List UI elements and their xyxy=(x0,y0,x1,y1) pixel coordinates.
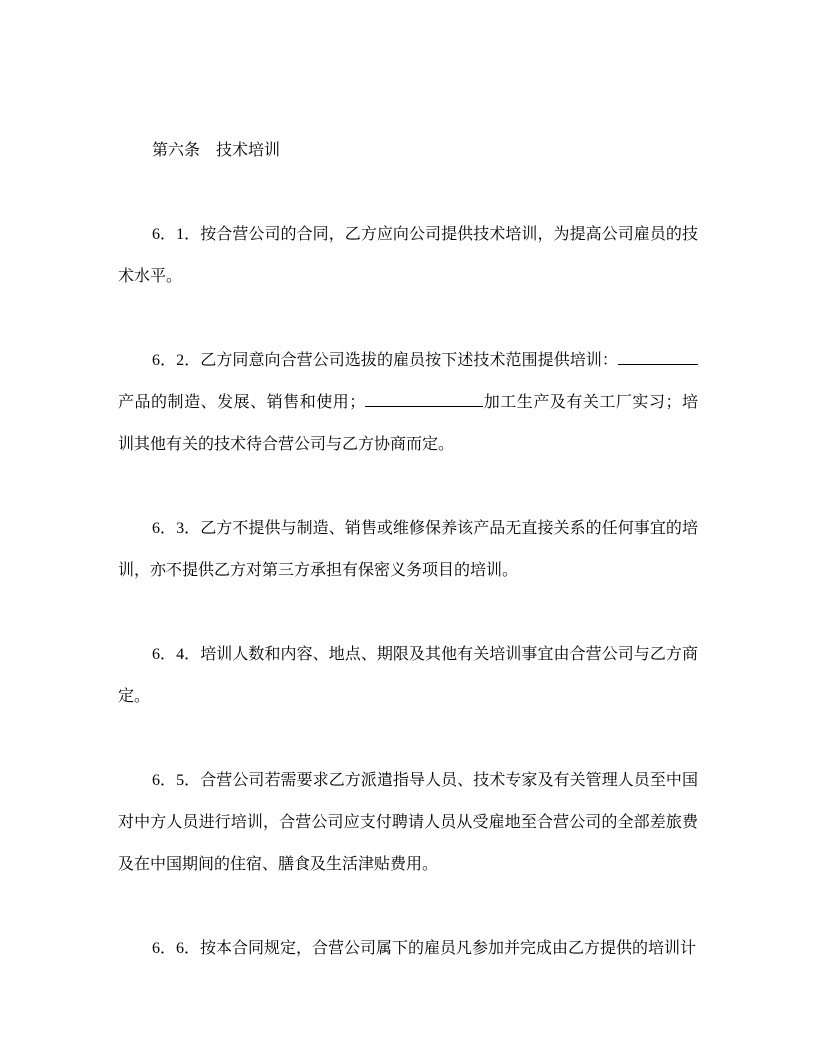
contract-paragraph xyxy=(118,760,698,886)
section-heading: 第六条 技术培训 xyxy=(152,142,281,159)
paragraph-text: 加工生产及有关工厂实习；培训其他有关的技术待合营公司与乙方协商而定。 xyxy=(118,394,698,453)
contract-paragraph xyxy=(118,214,698,298)
paragraph-text: 产品的制造、发展、销售和使用； xyxy=(118,394,366,411)
contract-paragraph xyxy=(118,508,698,592)
paragraph-text: 6．5．合营公司若需要求乙方派遣指导人员、技术专家及有关管理人员至中国对中方人员进行培训，合营公司应支付聘请人员从受雇地至合营公司的全部差旅费及在中国期间的住宿、膳食及生活津贴费用。 xyxy=(118,772,698,873)
contract-paragraph xyxy=(118,340,698,466)
document-content xyxy=(118,130,698,970)
paragraph-list xyxy=(118,214,698,970)
paragraph-text: 6．1．按合营公司的合同，乙方应向公司提供技术培训，为提高公司雇员的技术水平。 xyxy=(118,226,698,285)
paragraph-text: 6．3．乙方不提供与制造、销售或维修保养该产品无直接关系的任何事宜的培训，亦不提供乙方对第三方承担有保密义务项目的培训。 xyxy=(118,520,698,579)
paragraph-text: 6．4．培训人数和内容、地点、期限及其他有关培训事宜由合营公司与乙方商定。 xyxy=(118,646,698,705)
paragraph-text: 6．2．乙方同意向合营公司选拔的雇员按下述技术范围提供培训： xyxy=(152,352,618,369)
fill-in-blank-line xyxy=(365,391,483,407)
contract-paragraph xyxy=(118,634,698,718)
paragraph-text: 6．6．按本合同规定，合营公司属下的雇员凡参加并完成由乙方提供的培训计 xyxy=(152,940,697,957)
contract-paragraph xyxy=(118,928,698,970)
fill-in-blank-line xyxy=(618,349,698,365)
